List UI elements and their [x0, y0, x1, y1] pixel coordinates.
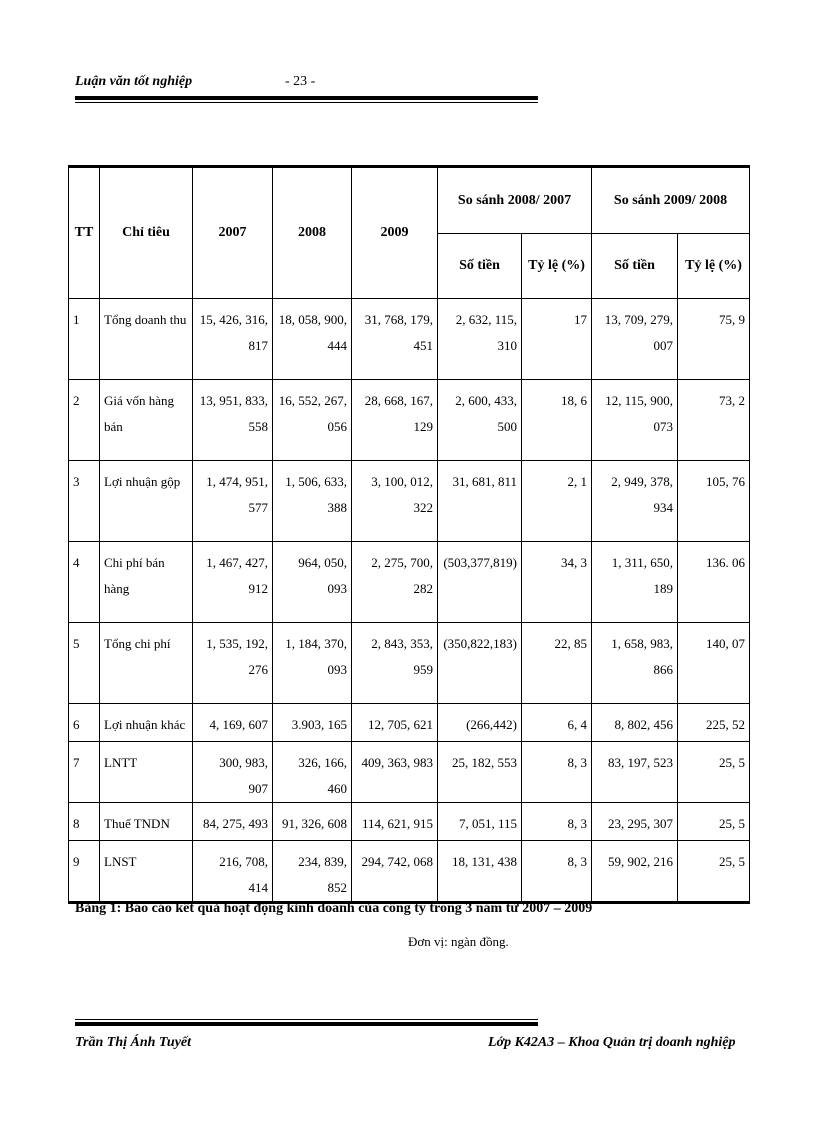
cell-amount-2: 83, 197, 523 [592, 742, 678, 803]
cell-rate-1: 8, 3 [522, 803, 592, 841]
cell-amount-1: (350,822,183) [438, 623, 522, 704]
cell-rate-1: 8, 3 [522, 841, 592, 903]
header-rate-1: Tỷ lệ (%) [522, 234, 592, 299]
table-row [69, 380, 750, 461]
header-amount-1: Số tiền [438, 234, 522, 299]
header-2008: 2008 [273, 167, 352, 299]
cell-indicator: Giá vốn hàng bán [100, 380, 193, 461]
cell-amount-1: 2, 600, 433, 500 [438, 380, 522, 461]
cell-rate-2: 73, 2 [678, 380, 750, 461]
table-row [69, 623, 750, 704]
cell-2009: 294, 742, 068 [352, 841, 438, 903]
cell-rate-2: 105, 76 [678, 461, 750, 542]
page-number: - 23 - [285, 74, 316, 89]
cell-indicator: Lợi nhuận gộp [100, 461, 193, 542]
cell-2008: 964, 050, 093 [273, 542, 352, 623]
cell-amount-2: 8, 802, 456 [592, 704, 678, 742]
header-tt: TT [69, 167, 100, 299]
cell-2008: 91, 326, 608 [273, 803, 352, 841]
cell-2009: 3, 100, 012, 322 [352, 461, 438, 542]
cell-indicator: LNST [100, 841, 193, 903]
cell-2007: 1, 474, 951, 577 [193, 461, 273, 542]
cell-2009: 409, 363, 983 [352, 742, 438, 803]
cell-tt: 7 [69, 742, 100, 803]
header-amount-2: Số tiền [592, 234, 678, 299]
cell-rate-2: 25, 5 [678, 742, 750, 803]
cell-rate-2: 136. 06 [678, 542, 750, 623]
cell-2007: 84, 275, 493 [193, 803, 273, 841]
table-row [69, 542, 750, 623]
header-rule-thick [75, 96, 538, 100]
table-row [69, 299, 750, 380]
table-row [69, 704, 750, 742]
unit-note: Đơn vị: ngàn đồng. [408, 934, 509, 949]
cell-amount-1: 2, 632, 115, 310 [438, 299, 522, 380]
cell-amount-2: 12, 115, 900, 073 [592, 380, 678, 461]
cell-rate-1: 6, 4 [522, 704, 592, 742]
cell-2008: 234, 839, 852 [273, 841, 352, 903]
cell-2008: 1, 184, 370, 093 [273, 623, 352, 704]
table-row [69, 803, 750, 841]
cell-rate-2: 75, 9 [678, 299, 750, 380]
cell-amount-2: 59, 902, 216 [592, 841, 678, 903]
cell-tt: 1 [69, 299, 100, 380]
header-2007: 2007 [193, 167, 273, 299]
cell-tt: 4 [69, 542, 100, 623]
cell-2007: 13, 951, 833, 558 [193, 380, 273, 461]
cell-2008: 3.903, 165 [273, 704, 352, 742]
cell-tt: 8 [69, 803, 100, 841]
header-2009: 2009 [352, 167, 438, 299]
table-body [69, 299, 750, 903]
cell-amount-1: 18, 131, 438 [438, 841, 522, 903]
header-compare-2008-2007: So sánh 2008/ 2007 [438, 167, 592, 234]
cell-2007: 1, 535, 192, 276 [193, 623, 273, 704]
cell-2007: 300, 983, 907 [193, 742, 273, 803]
cell-tt: 9 [69, 841, 100, 903]
cell-tt: 6 [69, 704, 100, 742]
table-row [69, 461, 750, 542]
cell-rate-1: 18, 6 [522, 380, 592, 461]
cell-indicator: Tổng doanh thu [100, 299, 193, 380]
cell-rate-1: 2, 1 [522, 461, 592, 542]
cell-amount-2: 1, 658, 983, 866 [592, 623, 678, 704]
cell-2008: 326, 166, 460 [273, 742, 352, 803]
cell-tt: 3 [69, 461, 100, 542]
cell-indicator: LNTT [100, 742, 193, 803]
cell-2009: 2, 275, 700, 282 [352, 542, 438, 623]
cell-rate-2: 25, 5 [678, 841, 750, 903]
cell-2008: 16, 552, 267, 056 [273, 380, 352, 461]
header-indicator: Chỉ tiêu [100, 167, 193, 299]
cell-rate-2: 140, 07 [678, 623, 750, 704]
cell-amount-1: 25, 182, 553 [438, 742, 522, 803]
cell-rate-1: 8, 3 [522, 742, 592, 803]
cell-amount-1: (503,377,819) [438, 542, 522, 623]
cell-indicator: Lợi nhuận khác [100, 704, 193, 742]
footer-rule-thin [75, 1019, 538, 1020]
table-caption: Bảng 1: Báo cáo kết quả hoạt động kinh doanh của công ty trong 3 năm từ 2007 – 2009 [75, 901, 593, 916]
cell-rate-1: 17 [522, 299, 592, 380]
cell-indicator: Tổng chi phí [100, 623, 193, 704]
cell-amount-2: 23, 295, 307 [592, 803, 678, 841]
cell-indicator: Thuế TNDN [100, 803, 193, 841]
cell-2009: 114, 621, 915 [352, 803, 438, 841]
cell-2009: 12, 705, 621 [352, 704, 438, 742]
cell-2009: 28, 668, 167, 129 [352, 380, 438, 461]
cell-2007: 15, 426, 316, 817 [193, 299, 273, 380]
table-row [69, 742, 750, 803]
document-title: Luận văn tốt nghiệp [75, 74, 193, 89]
cell-2008: 18, 058, 900, 444 [273, 299, 352, 380]
cell-rate-1: 22, 85 [522, 623, 592, 704]
header-rule-thin [75, 102, 538, 103]
cell-amount-1: (266,442) [438, 704, 522, 742]
cell-2008: 1, 506, 633, 388 [273, 461, 352, 542]
cell-indicator: Chi phí bán hàng [100, 542, 193, 623]
cell-2009: 31, 768, 179, 451 [352, 299, 438, 380]
business-results-table [68, 165, 750, 904]
cell-amount-2: 1, 311, 650, 189 [592, 542, 678, 623]
footer-class: Lớp K42A3 – Khoa Quản trị doanh nghiệp [488, 1035, 736, 1050]
cell-amount-1: 31, 681, 811 [438, 461, 522, 542]
cell-rate-1: 34, 3 [522, 542, 592, 623]
cell-2007: 4, 169, 607 [193, 704, 273, 742]
table-header-row [69, 167, 750, 234]
table-row [69, 841, 750, 903]
footer-rule-thick [75, 1022, 538, 1026]
cell-amount-1: 7, 051, 115 [438, 803, 522, 841]
cell-tt: 2 [69, 380, 100, 461]
header-compare-2009-2008: So sánh 2009/ 2008 [592, 167, 750, 234]
cell-rate-2: 25, 5 [678, 803, 750, 841]
footer-author: Trần Thị Ánh Tuyết [75, 1035, 192, 1050]
cell-amount-2: 13, 709, 279, 007 [592, 299, 678, 380]
cell-2009: 2, 843, 353, 959 [352, 623, 438, 704]
cell-2007: 1, 467, 427, 912 [193, 542, 273, 623]
header-rate-2: Tỷ lệ (%) [678, 234, 750, 299]
cell-amount-2: 2, 949, 378, 934 [592, 461, 678, 542]
cell-tt: 5 [69, 623, 100, 704]
cell-rate-2: 225, 52 [678, 704, 750, 742]
cell-2007: 216, 708, 414 [193, 841, 273, 903]
